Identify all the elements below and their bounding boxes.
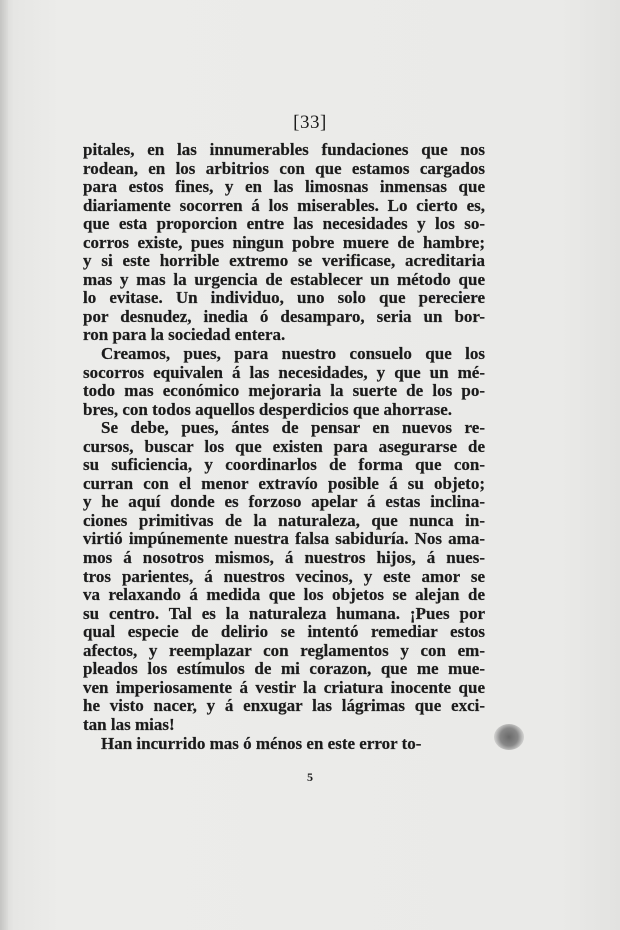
- text-line: mos á nosotros mismos, á nuestros hijos, á nues-: [83, 548, 485, 568]
- text-line: virtió impúnemente nuestra falsa sabiduría. Nos ama-: [83, 529, 485, 549]
- text-line: Han incurrido mas ó ménos en este error to-: [101, 733, 422, 753]
- text-line: afectos, y reemplazar con reglamentos y con em-: [83, 640, 485, 660]
- text-line: mas y mas la urgencia de establecer un método que: [83, 269, 485, 289]
- text-line: rodean, en los arbitrios con que estamos cargados: [83, 158, 485, 178]
- text-line: tros parientes, á nuestros vecinos, y este amor se: [83, 566, 485, 586]
- text-line: por desnudez, inedia ó desamparo, seria un bor-: [83, 306, 485, 326]
- text-line: que esta proporcion entre las necesidades y los so-: [83, 214, 485, 234]
- text-line: pitales, en las innumerables fundaciones que nos: [83, 140, 485, 159]
- paragraph: [83, 419, 485, 734]
- paragraph: [83, 141, 485, 345]
- text-line: curran con el menor extravío posible á su objeto;: [83, 473, 485, 493]
- text-line: y he aquí donde es forzoso apelar á estas inclina-: [83, 492, 485, 512]
- signature-mark: 5: [307, 770, 313, 784]
- page-edge-shadow: [0, 0, 8, 930]
- page-number: [33]: [293, 112, 327, 133]
- text-line: su suficiencia, y coordinarlos de forma que con-: [83, 455, 485, 475]
- text-line: cursos, buscar los que existen para asegurarse de: [83, 436, 485, 456]
- text-line: qual especie de delirio se intentó remediar estos: [83, 622, 485, 642]
- text-line: Creamos, pues, para nuestro consuelo que los: [101, 344, 485, 364]
- ink-stain: [494, 724, 524, 750]
- text-line: todo mas económico mejoraria la suerte de los po-: [83, 381, 485, 401]
- text-line: bres, con todos aquellos desperdicios que ahorrase.: [83, 399, 452, 419]
- text-line: va relaxando á medida que los objetos se alejan de: [83, 585, 485, 605]
- text-line: socorros equivalen á las necesidades, y que un mé-: [83, 362, 485, 382]
- text-line: tan las mias!: [83, 714, 175, 734]
- text-line: para estos fines, y en las limosnas inmensas que: [83, 177, 485, 197]
- text-line: corros existe, pues ningun pobre muere de hambre;: [83, 232, 485, 252]
- paragraph: [83, 735, 485, 754]
- text-line: lo evitase. Un individuo, uno solo que pereciere: [83, 288, 485, 308]
- text-line: pleados los estímulos de mi corazon, que me mue-: [83, 659, 485, 679]
- paragraph: [83, 345, 485, 419]
- text-line: ron para la sociedad entera.: [83, 325, 286, 345]
- body-text: [83, 141, 485, 753]
- text-line: ciones primitivas de la naturaleza, que nunca in-: [83, 510, 485, 530]
- text-line: y si este horrible extremo se verificase, acreditaria: [83, 251, 485, 271]
- text-line: he visto nacer, y á enxugar las lágrimas que exci-: [83, 696, 485, 716]
- text-line: ven imperiosamente á vestir la criatura inocente que: [83, 677, 485, 697]
- text-line: diariamente socorren á los miserables. Lo cierto es,: [83, 195, 485, 215]
- text-line: Se debe, pues, ántes de pensar en nuevos re-: [101, 418, 485, 438]
- text-line: su centro. Tal es la naturaleza humana. ¡Pues por: [83, 603, 485, 623]
